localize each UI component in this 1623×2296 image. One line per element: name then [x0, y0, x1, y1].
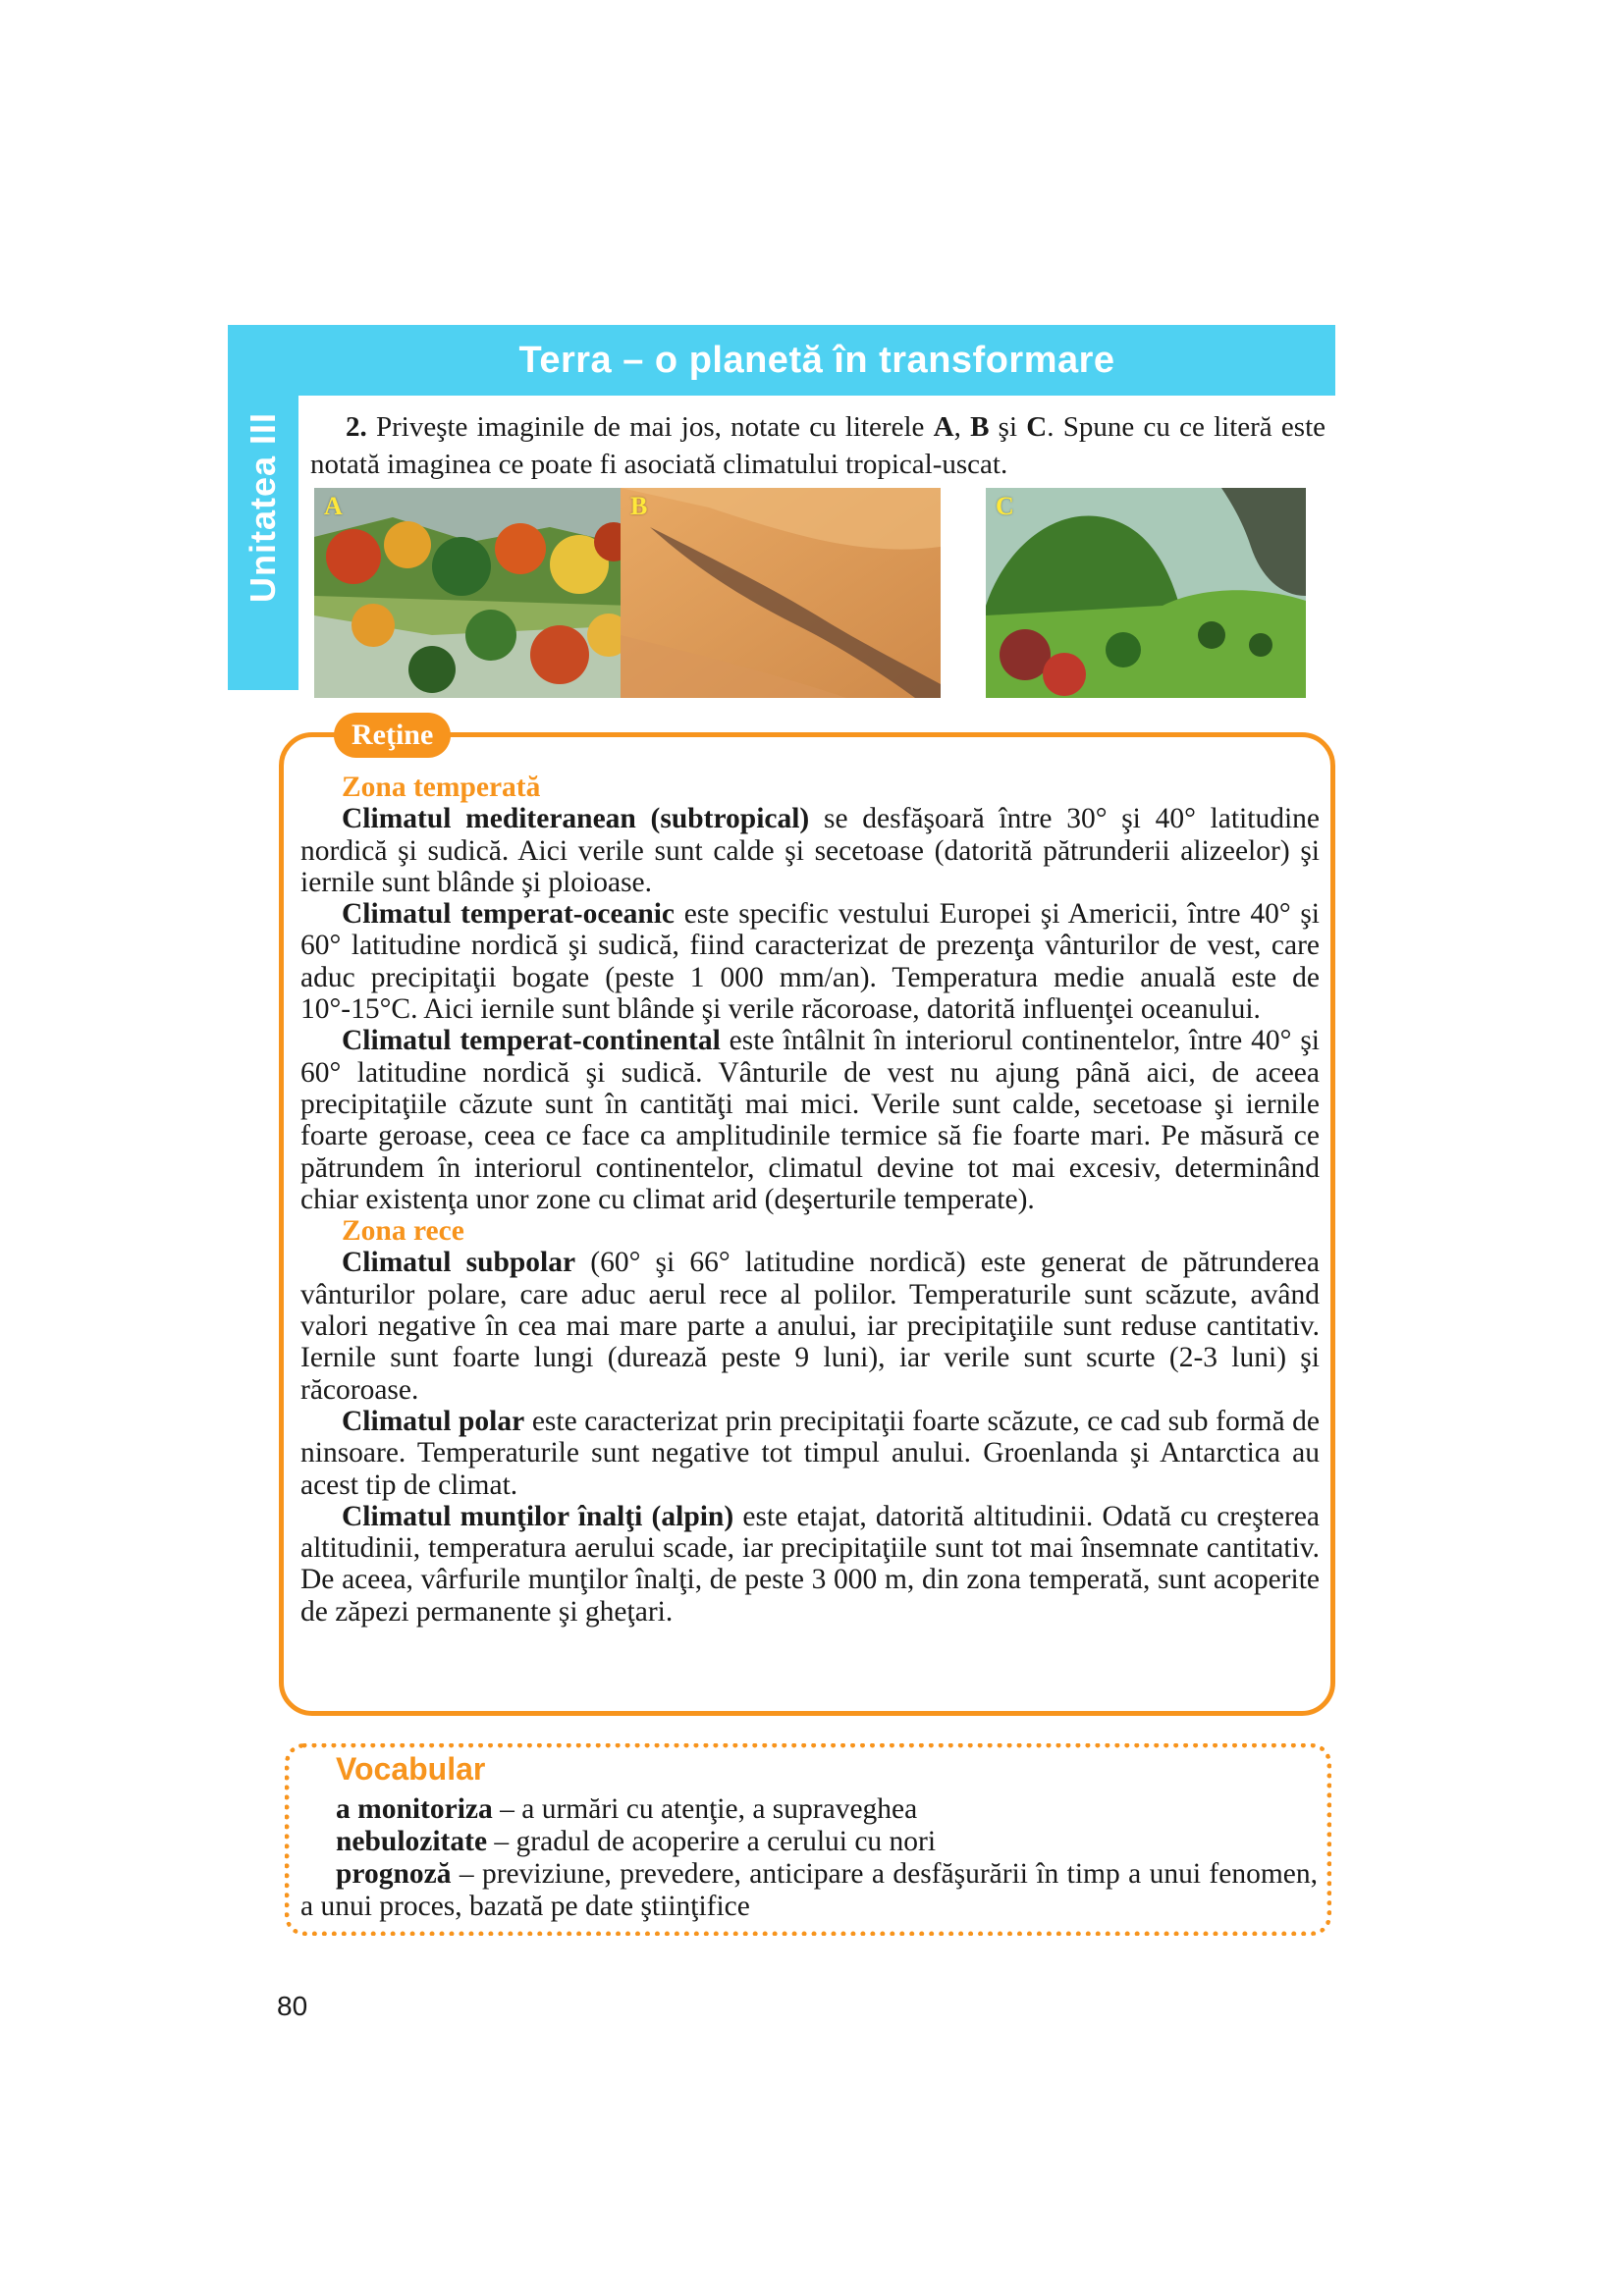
paragraph-polar [300, 1406, 1320, 1501]
retine-content [300, 772, 1320, 1628]
photo-strip [314, 488, 1327, 698]
term-temperat-oceanic: Climatul temperat-oceanic [342, 898, 676, 931]
vocabular-item [300, 1826, 1318, 1858]
unit-side-tab-label: Unitatea III [243, 411, 283, 604]
photo-label-b: B [630, 492, 648, 520]
unit-side-tab [228, 325, 298, 690]
term-polar: Climatul polar [342, 1405, 525, 1437]
desert-dunes-photo [621, 488, 941, 698]
question-letter-c: C [1026, 411, 1048, 443]
paragraph-temperat-oceanic [300, 898, 1320, 1025]
paragraph-subpolar [300, 1247, 1320, 1405]
question-letter-a: A [933, 411, 954, 443]
paragraph-text: este etajat, datorită altitudinii. Odată cu creşterea altitudinii, temperatura aerului scade, iar precipitaţiile sunt tot mai însemnate cantitativ. De aceea, vârfurile munţilor înalţi, de peste 3 000 m, din zona temperată, sunt acoperite de zăpezi permanente şi gheţari. [300, 1500, 1321, 1628]
vocabular-definition: – a urmări cu atenţie, a supraveghea [492, 1793, 918, 1825]
vocabular-definition: – gradul de acoperire a cerului cu nori [487, 1826, 937, 1857]
vocabular-item [300, 1858, 1318, 1923]
paragraph-temperat-continental [300, 1025, 1320, 1215]
paragraph-alpin [300, 1501, 1320, 1628]
question-separator: şi [989, 411, 1027, 443]
vocabular-definition: – previziune, prevedere, anticipare a desfăşurării în timp a unui fenomen, a unui proces, bazată pe date ştiinţifice [300, 1858, 1318, 1922]
paragraph-text: este specific vestului Europei şi Americii, între 40° şi 60° latitudine nordică şi sudică, fiind caracterizat de prezenţa vânturilor de vest, care aduc precipitaţii bogate (peste 1 000 mm/an). Temperatura medie anuală este de 10°-15°C. Aici iernile sunt blânde şi verile răcoroase, datorită influenţei oceanului. [300, 898, 1320, 1026]
side-divider [298, 396, 304, 690]
forest-autumn-photo [314, 488, 634, 698]
paragraph-text: (60° şi 66° latitudine nordică) este generat de pătrunderea vânturilor polare, care aduc aerul rece al polilor. Temperaturile sunt scăzute, având valori negative în cea mai mare parte a anului, iar precipitaţiile sunt reduse cantitativ. Iernile sunt foarte lungi (durează peste 9 luni), iar verile sunt scurte (2-3 luni) şi răcoroase. [300, 1247, 1320, 1406]
page-number: 80 [277, 1991, 308, 2021]
zone-heading-temperata: Zona temperată [342, 772, 541, 803]
vocabular-term: nebulozitate [336, 1826, 488, 1857]
vocabular-item [300, 1793, 1318, 1826]
question-letter-b: B [970, 411, 990, 443]
paragraph-text: este caracterizat prin precipitaţii foarte scăzute, ce cad sub formă de ninsoare. Temperaturile sunt negative tot timpul anului. Groenlanda şi Antarctica au acest tip de climat. [300, 1405, 1320, 1501]
term-temperat-continental: Climatul temperat-continental [342, 1025, 721, 1057]
paragraph-mediteranean [300, 803, 1320, 898]
question-text-part: . Spune cu ce literă este notată imaginea ce poate fi asociată climatului tropical-uscat. [310, 411, 1326, 480]
paragraph-text: se desfăşoară între 30° şi 40° latitudine nordică şi sudică. Aici verile sunt calde şi secetoase (datorită pătrunderii alizeelor) şi iernile sunt blânde şi ploioase. [300, 803, 1320, 898]
question-number: 2. [346, 411, 367, 443]
tropical-hills-photo [986, 488, 1306, 698]
zone-heading-rece: Zona rece [342, 1215, 464, 1248]
vocabular-term: prognoză [336, 1858, 452, 1890]
retine-tag: Reţine [334, 713, 451, 758]
term-alpin: Climatul munţilor înalţi (alpin) [342, 1500, 734, 1532]
term-mediteranean: Climatul mediteranean (subtropical) [342, 803, 810, 835]
vocabular-term: a monitoriza [336, 1793, 493, 1825]
paragraph-text: este întâlnit în interiorul continentelor, între 40° şi 60° latitudine nordică şi sudică. Vânturile de vest nu ajung până aici, de aceea precipitaţiile căzute sunt în cantităţi mai mici. Verile sunt calde, secetoase şi iernile foarte geroase, ceea ce face ca amplitudinile termice să fie foarte mari. Pe măsură ce pătrundem în interiorul continentelor, climatul devine tot mai excesiv, determinând chiar existenţa unor zone cu climat arid (deşerturile temperate). [300, 1025, 1320, 1215]
photo-label-a: A [324, 492, 343, 520]
vocabular-list [300, 1793, 1318, 1923]
photo-label-c: C [996, 492, 1014, 520]
term-subpolar: Climatul subpolar [342, 1247, 576, 1279]
exercise-question [310, 408, 1325, 483]
question-text-part: Priveşte imaginile de mai jos, notate cu literele [366, 411, 934, 443]
unit-header-title: Terra – o planetă în transformare [298, 325, 1335, 396]
question-separator: , [953, 411, 971, 443]
vocabular-title: Vocabular [336, 1751, 486, 1787]
